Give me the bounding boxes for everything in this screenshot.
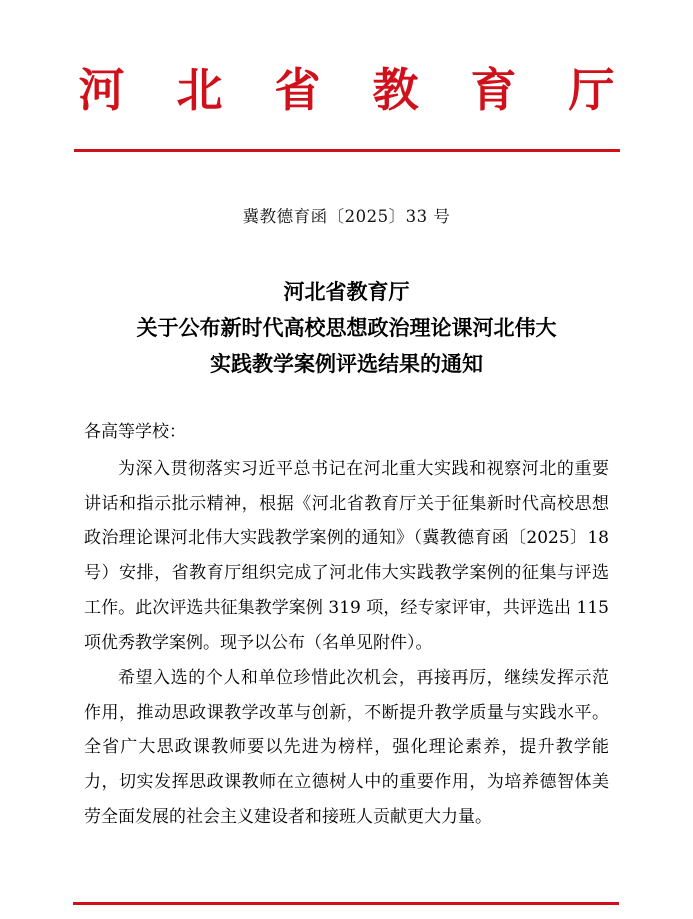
document-body: [0, 415, 693, 835]
document-title: [0, 274, 693, 382]
title-line-1: 河北省教育厅: [283, 278, 410, 304]
body-paragraph-1: 为深入贯彻落实习近平总书记在河北重大实践和视察河北的重要讲话和指示批示精神，根据《河北省教育厅关于征集新时代高校思想政治理论课河北伟大实践教学案例的通知》（冀教德育函〔2025〕18 号）安排，省教育厅组织完成了河北伟大实践教学案例的征集与评选工作。此次评选共征集教学案例 319 项，经专家评审，共评选出 115 项优秀教学案例。现予以公布（名单见附件）。: [84, 458, 609, 653]
salutation: 各高等学校：: [84, 421, 186, 442]
body-paragraph-2: 希望入选的个人和单位珍惜此次机会，再接再厉，继续发挥示范作用，推动思政课教学改革与创新，不断提升教学质量与实践水平。全省广大思政课教师要以先进为榜样，强化理论素养，提升教学能力，切实发挥思政课教师在立德树人中的重要作用，为培养德智体美劳全面发展的社会主义建设者和接班人贡献更大力量。: [84, 667, 609, 828]
title-line-3: 实践教学案例评选结果的通知: [210, 350, 483, 376]
document-number: 冀教德育函〔2025〕33 号: [242, 206, 451, 226]
document-number-row: [0, 203, 693, 227]
issuing-authority-title: 河 北 省 教 育 厅: [78, 63, 633, 117]
title-line-2: 关于公布新时代高校思想政治理论课河北伟大: [136, 314, 557, 340]
masthead-divider: [74, 149, 620, 152]
footer-divider: [73, 902, 619, 905]
masthead: [0, 62, 693, 152]
